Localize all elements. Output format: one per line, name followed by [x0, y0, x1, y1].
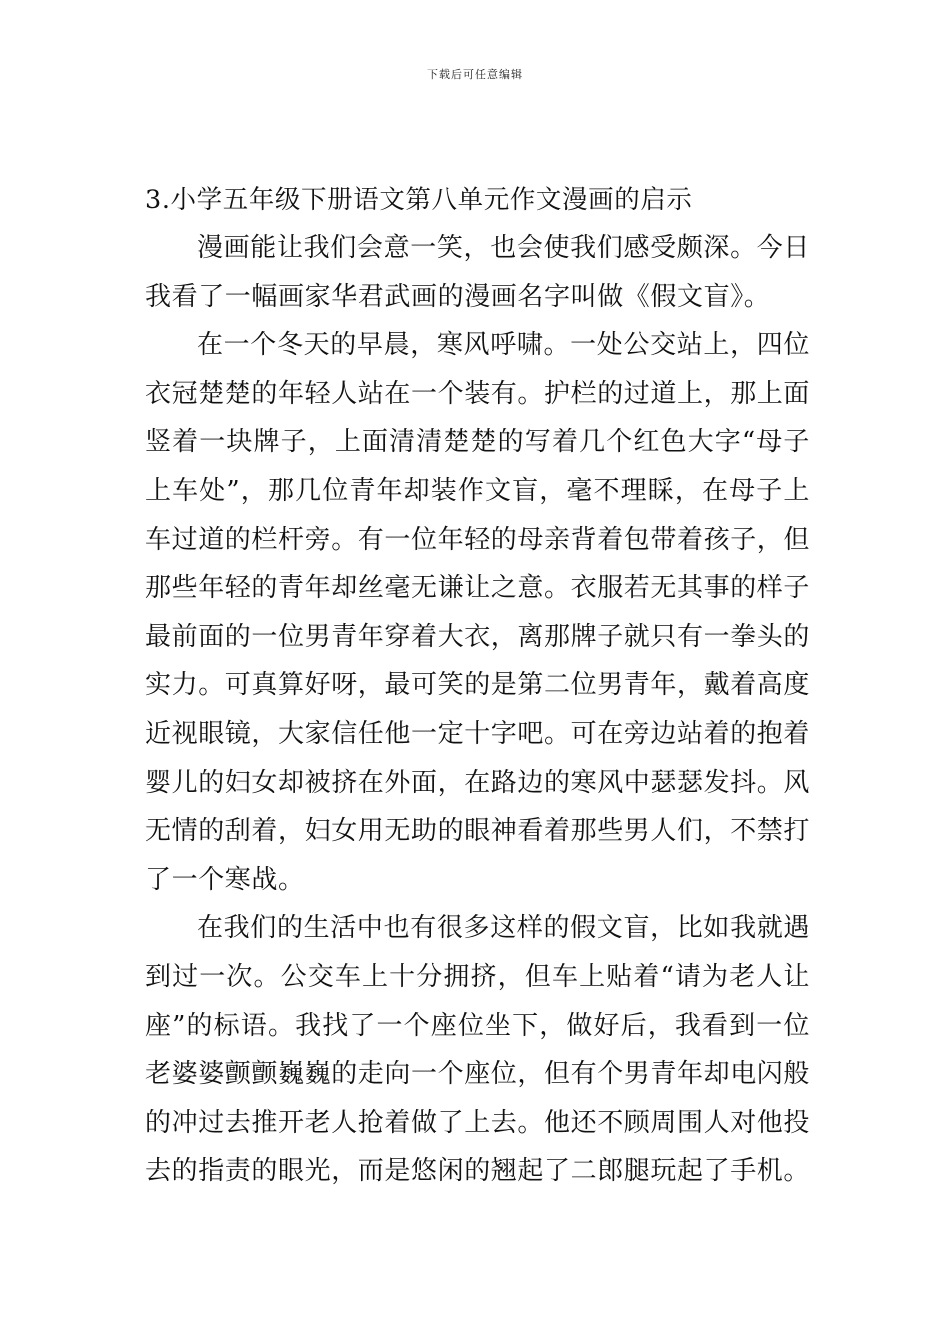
page-header-note: 下载后可任意编辑 [427, 68, 523, 81]
document-title: 3.小学五年级下册语文第八单元作文漫画的启示 [145, 185, 693, 215]
paragraph-1: 漫画能让我们会意一笑，也会使我们感受颇深。今日我看了一幅画家华君武画的漫画名字叫做《假文盲》。 [145, 233, 810, 312]
paragraph-2: 在一个冬天的早晨，寒风呼啸。一处公交站上，四位衣冠楚楚的年轻人站在一个装有。护栏的过道上，那上面竖着一块牌子，上面清清楚楚的写着几个红色大字“母子上车处”，那几位青年却装作文盲，毫不理睬，在母子上车过道的栏杆旁。有一位年轻的母亲背着包带着孩子，但那些年轻的青年却丝毫无谦让之意。衣服若无其事的样子最前面的一位男青年穿着大衣，离那牌子就只有一拳头的实力。可真算好呀，最可笑的是第二位男青年，戴着高度近视眼镜，大家信任他一定十字吧。可在旁边站着的抱着婴儿的妇女却被挤在外面，在路边的寒风中瑟瑟发抖。风无情的刮着，妇女用无助的眼神看着那些男人们，不禁打了一个寒战。 [145, 330, 811, 895]
paragraph-3: 在我们的生活中也有很多这样的假文盲，比如我就遇到过一次。公交车上十分拥挤，但车上贴着“请为老人让座”的标语。我找了一个座位坐下，做好后，我看到一位老婆婆颤颤巍巍的走向一个座位，但有个男青年却电闪般的冲过去推开老人抢着做了上去。他还不顾周围人对他投去的指责的眼光，而是悠闲的翘起了二郎腿玩起了手机。 [145, 913, 811, 1187]
document-body [145, 176, 810, 1196]
